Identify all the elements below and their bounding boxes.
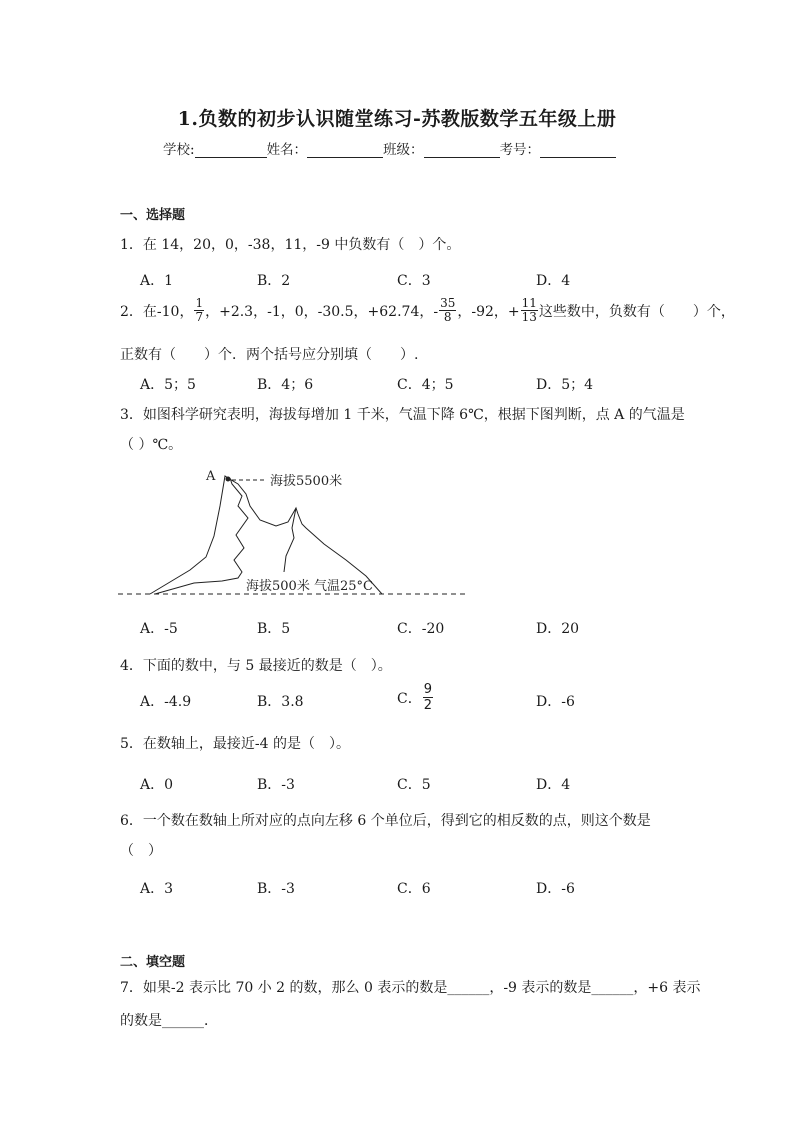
q6-option-d[interactable]: D．-6 [536, 881, 575, 897]
q6-option-b[interactable]: B．-3 [257, 881, 295, 897]
q2-option-d[interactable]: D．5；4 [536, 377, 594, 393]
question-1: 1．在 14，20，0，-38，11，-9 中负数有（ ）个。 [120, 237, 461, 253]
question-7-line-1: 7．如果-2 表示比 70 小 2 的数，那么 0 表示的数是______，-9 表示的数是______，+6 表示 [120, 980, 701, 996]
mountain-right-outline [228, 478, 382, 594]
question-6-line-1: 6．一个数在数轴上所对应的点向左移 6 个单位后，得到它的相反数的点，则这个数是 [120, 813, 651, 829]
q2-fraction-2: $\frac{35}{8}$ [440, 296, 456, 324]
mountain-left-outline [150, 476, 228, 594]
point-a-label: A [206, 469, 216, 484]
q2-middle-1: ，+2.3，-1，0，-30.5，+62.74，- [205, 303, 439, 320]
q3-option-c[interactable]: C．-20 [397, 621, 445, 637]
q2-middle-2: ，-92，+ [457, 303, 520, 320]
class-label: 班级： [383, 142, 424, 158]
question-3-line-2: （ ）℃。 [120, 437, 183, 453]
q1-option-c[interactable]: C．3 [397, 273, 431, 289]
student-info-line [163, 138, 616, 158]
q6-option-c[interactable]: C．6 [397, 881, 431, 897]
q5-option-a[interactable]: A．0 [140, 777, 174, 793]
page-title: 1.负数的初步认识随堂练习-苏教版数学五年级上册 [177, 108, 617, 130]
q4-option-a[interactable]: A．-4.9 [140, 694, 192, 710]
question-2-line-1 [120, 297, 735, 324]
question-3-line-1: 3．如图科学研究表明，海拔每增加 1 千米，气温下降 6℃，根据下图判断，点 A 的气温是 [120, 407, 685, 423]
point-a-marker [226, 477, 231, 482]
q2-fraction-3: $\frac{11}{13}$ [521, 296, 537, 324]
q4-option-d[interactable]: D．-6 [536, 694, 575, 710]
mountain-figure [110, 462, 480, 608]
mountain-inner-ridge [155, 478, 248, 594]
question-5: 5．在数轴上，最接近-4 的是（ ）。 [120, 736, 350, 752]
q2-option-c[interactable]: C．4；5 [397, 377, 454, 393]
q6-option-a[interactable]: A．3 [140, 881, 174, 897]
name-label: 姓名： [266, 142, 308, 158]
q1-option-b[interactable]: B．2 [257, 273, 291, 289]
name-blank[interactable] [307, 143, 383, 158]
q1-option-a[interactable]: A．1 [140, 273, 174, 289]
q3-option-b[interactable]: B．5 [257, 621, 291, 637]
class-blank[interactable] [424, 143, 500, 158]
bottom-altitude-label: 海拔500米 气温25°C [246, 579, 373, 594]
exam-no-label: 考号： [499, 142, 541, 158]
school-blank[interactable] [195, 143, 267, 158]
top-altitude-label: 海拔5500米 [270, 474, 343, 489]
section-choice-heading: 一、选择题 [120, 208, 186, 223]
q4-option-c-fraction: $\frac{9}{2}$ [423, 682, 432, 713]
q5-option-d[interactable]: D．4 [536, 777, 571, 793]
q4-option-b[interactable]: B．3.8 [257, 694, 304, 710]
q3-option-d[interactable]: D．20 [536, 621, 580, 637]
q4-option-c-label: C． [397, 690, 422, 707]
q2-fraction-1: $\frac{1}{7}$ [195, 296, 204, 324]
q2-option-b[interactable]: B．4；6 [257, 377, 314, 393]
q3-option-a[interactable]: A．-5 [140, 621, 178, 637]
q1-option-d[interactable]: D．4 [536, 273, 571, 289]
q4-option-c[interactable] [397, 682, 434, 713]
q2-suffix: 这些数中，负数有（ ）个， [538, 303, 735, 320]
q2-prefix: 2．在-10， [120, 303, 194, 320]
section-fill-heading: 二、填空题 [120, 955, 186, 970]
q5-option-b[interactable]: B．-3 [257, 777, 295, 793]
school-label: 学校: [163, 142, 195, 158]
question-2-line-2: 正数有（ ）个．两个括号应分别填（ ）. [120, 347, 419, 363]
question-4: 4．下面的数中，与 5 最接近的数是（ ）。 [120, 658, 392, 674]
question-7-line-2: 的数是______． [120, 1013, 218, 1029]
q2-option-a[interactable]: A．5；5 [140, 377, 196, 393]
question-6-line-2: （ ） [120, 843, 162, 859]
q5-option-c[interactable]: C．5 [397, 777, 431, 793]
exam-no-blank[interactable] [540, 143, 616, 158]
